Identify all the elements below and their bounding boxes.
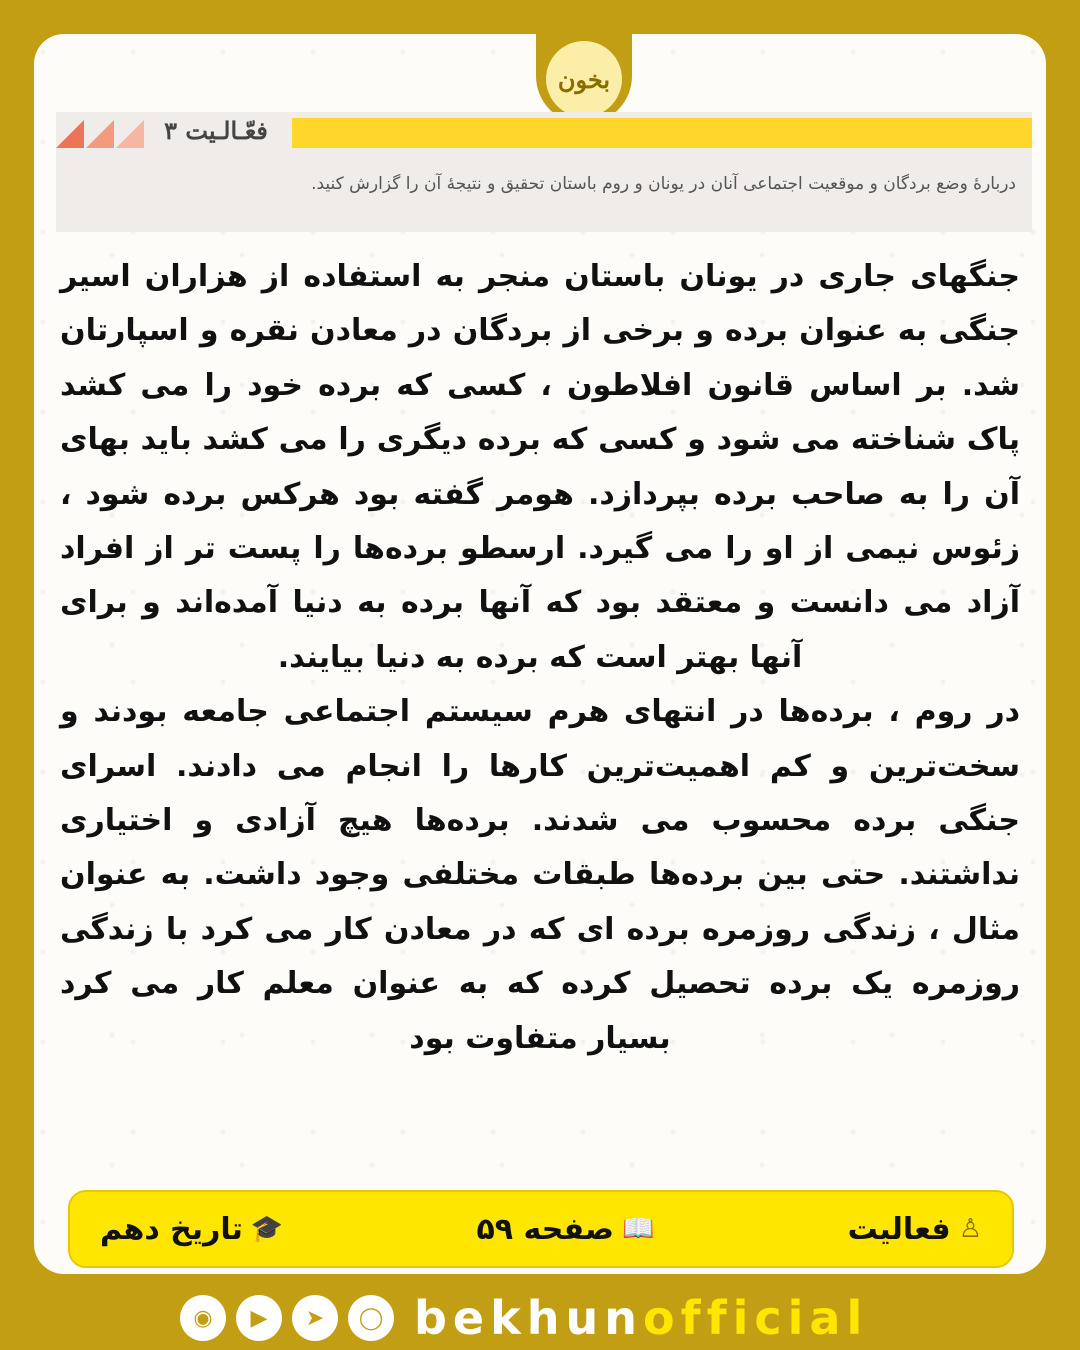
telegram-icon[interactable]: ➤	[292, 1295, 338, 1341]
brand-part-1: bekhun	[414, 1291, 643, 1345]
teacher-icon: ♙	[958, 1214, 982, 1244]
footer-bar	[68, 1190, 1014, 1268]
footer-subject-label: تاریخ دهم	[100, 1211, 243, 1247]
book-icon: 📖	[621, 1214, 655, 1244]
answer-paragraph-1: جنگهای جاری در یونان باستان منجر به استفاده از هزاران اسیر جنگی به عنوان برده و برخی از بردگان در معادن نقره و اسپارتان شد. بر اساس قانون افلاطون ، کسی که برده خود را می کشد پاک شناخته می شود و کسی که برده دیگری را می کشد باید بهای آن را به صاحب برده بپردازد. هومر گفته بود هرکس برده شود ، زئوس نیمی از او را می گیرد. ارسطو برده‌ها را پست تر از افراد آزاد می دانست و معتقد بود که آنها برده به دنیا آمده‌اند و برای آنها بهتر است که برده به دنیا بیایند.	[60, 259, 1020, 675]
activity-title: فعّـالـیت ۳	[164, 116, 268, 145]
content-card	[34, 34, 1046, 1274]
activity-instruction: دربارۀ وضع بردگان و موقعیت اجتماعی آنان در یونان و روم باستان تحقیق و نتیجهٔ آن را گزارش کنید.	[311, 174, 1016, 194]
answer-paragraph-2: در روم ، برده‌ها در انتهای هرم سیستم اجتماعی جامعه بودند و سخت‌ترین و کم اهمیت‌ترین کارها را انجام می دادند. اسرای جنگی برده محسوب می شدند. برده‌ها هیچ آزادی و اختیاری نداشتند. حتی بین برده‌ها طبقات مختلفی وجود داشت. به عنوان مثال ، زندگی روزمره برده ای که در معادن کار می کرد با زندگی روزمره یک برده تحصیل کرده که به عنوان معلم کار می کرد بسیار متفاوت بود	[60, 694, 1020, 1056]
footer-subject	[100, 1212, 283, 1247]
brand-name	[414, 1291, 868, 1345]
header-yellow-bar	[292, 118, 1032, 148]
youtube-icon[interactable]: ▶	[236, 1295, 282, 1341]
film-reel-icon[interactable]: ◉	[180, 1295, 226, 1341]
brand-part-2: official	[642, 1291, 869, 1345]
answer-text	[60, 250, 1020, 1066]
decorative-triangles	[56, 120, 144, 148]
footer-page	[476, 1212, 654, 1247]
instagram-icon[interactable]: ◯	[348, 1295, 394, 1341]
social-row	[180, 1290, 868, 1346]
graduation-cap-icon: 🎓	[250, 1214, 284, 1244]
footer-activity-label: فعالیت	[847, 1211, 951, 1247]
logo: بخون	[546, 41, 622, 117]
footer-page-label: صفحه ۵۹	[476, 1211, 614, 1247]
footer-activity	[848, 1212, 982, 1247]
activity-header	[56, 112, 1032, 232]
